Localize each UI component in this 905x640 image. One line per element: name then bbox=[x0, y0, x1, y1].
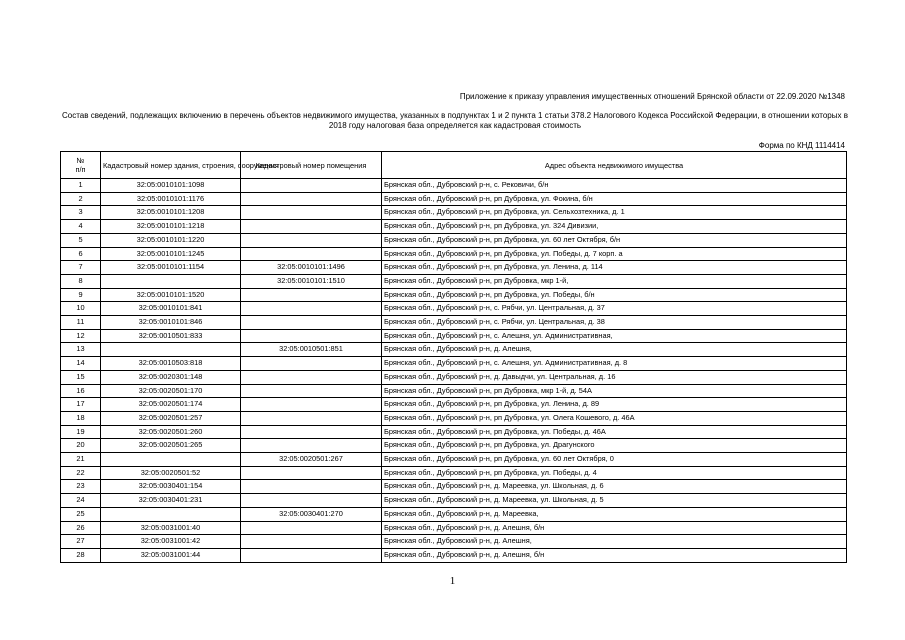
column-header-no bbox=[61, 152, 101, 179]
cell-room-cadastral bbox=[241, 535, 382, 549]
cell-building-cadastral: 32:05:0010101:1098 bbox=[101, 179, 241, 193]
appendix-caption: Приложение к приказу управления имущественных отношений Брянской области от 22.09.2020 №1348 bbox=[459, 92, 845, 101]
table-row bbox=[61, 466, 847, 480]
cell-no: 10 bbox=[61, 302, 101, 316]
cell-no: 22 bbox=[61, 466, 101, 480]
column-header-address: Адрес объекта недвижимого имущества bbox=[382, 152, 847, 179]
cell-address: Брянская обл., Дубровский р-н, д. Мареевка, ул. Школьная, д. 6 bbox=[382, 480, 847, 494]
cell-address: Брянская обл., Дубровский р-н, д. Алешня, б/н bbox=[382, 521, 847, 535]
cell-address: Брянская обл., Дубровский р-н, с. Рековичи, б/н bbox=[382, 179, 847, 193]
cell-room-cadastral: 32:05:0020501:267 bbox=[241, 453, 382, 467]
table-row bbox=[61, 261, 847, 275]
document-title: Состав сведений, подлежащих включению в перечень объектов недвижимого имущества, указанных в подпунктах 1 и 2 пункта 1 статьи 378.2 Налогового Кодекса Российской Федерации, в отношении которых в 2018 году налоговая база определяется как кадастровая стоимость bbox=[62, 111, 848, 130]
cell-address: Брянская обл., Дубровский р-н, с. Рябчи, ул. Центральная, д. 38 bbox=[382, 316, 847, 330]
cell-building-cadastral: 32:05:0020301:148 bbox=[101, 370, 241, 384]
table-row bbox=[61, 343, 847, 357]
cell-building-cadastral: 32:05:0010101:1520 bbox=[101, 288, 241, 302]
cell-no: 14 bbox=[61, 357, 101, 371]
cell-room-cadastral bbox=[241, 316, 382, 330]
cell-building-cadastral: 32:05:0031001:42 bbox=[101, 535, 241, 549]
cell-room-cadastral bbox=[241, 494, 382, 508]
table-header bbox=[61, 152, 847, 179]
cell-room-cadastral: 32:05:0030401:270 bbox=[241, 507, 382, 521]
cell-room-cadastral bbox=[241, 233, 382, 247]
cell-no: 5 bbox=[61, 233, 101, 247]
cell-building-cadastral: 32:05:0010101:1218 bbox=[101, 220, 241, 234]
cell-building-cadastral: 32:05:0030401:231 bbox=[101, 494, 241, 508]
cell-address: Брянская обл., Дубровский р-н, рп Дубровка, ул. Победы, д. 4 bbox=[382, 466, 847, 480]
cell-address: Брянская обл., Дубровский р-н, рп Дубровка, ул. Ленина, д. 89 bbox=[382, 398, 847, 412]
cell-address: Брянская обл., Дубровский р-н, рп Дубровка, ул. Победы, д. 7 корп. а bbox=[382, 247, 847, 261]
cell-address: Брянская обл., Дубровский р-н, рп Дубровка, ул. 60 лет Октября, 0 bbox=[382, 453, 847, 467]
cell-building-cadastral: 32:05:0010101:841 bbox=[101, 302, 241, 316]
cell-building-cadastral: 32:05:0010501:833 bbox=[101, 329, 241, 343]
table-row bbox=[61, 521, 847, 535]
form-code: Форма по КНД 1114414 bbox=[758, 141, 845, 150]
cell-building-cadastral: 32:05:0030401:154 bbox=[101, 480, 241, 494]
column-header-no-num: № bbox=[76, 156, 85, 165]
column-header-room: Кадастровый номер помещения bbox=[241, 152, 382, 179]
cell-no: 8 bbox=[61, 274, 101, 288]
cell-room-cadastral bbox=[241, 439, 382, 453]
table-row bbox=[61, 192, 847, 206]
cell-room-cadastral bbox=[241, 288, 382, 302]
cell-no: 28 bbox=[61, 548, 101, 562]
table-row bbox=[61, 384, 847, 398]
table-row bbox=[61, 247, 847, 261]
table-row bbox=[61, 411, 847, 425]
cell-address: Брянская обл., Дубровский р-н, рп Дубровка, мкр 1-й, д. 54А bbox=[382, 384, 847, 398]
cell-room-cadastral bbox=[241, 220, 382, 234]
cell-room-cadastral bbox=[241, 192, 382, 206]
table-row bbox=[61, 316, 847, 330]
cell-building-cadastral bbox=[101, 274, 241, 288]
cell-building-cadastral: 32:05:0010503:818 bbox=[101, 357, 241, 371]
table-row bbox=[61, 370, 847, 384]
table-row bbox=[61, 480, 847, 494]
cell-room-cadastral bbox=[241, 384, 382, 398]
cell-no: 21 bbox=[61, 453, 101, 467]
table-row bbox=[61, 535, 847, 549]
table-row bbox=[61, 220, 847, 234]
table-row bbox=[61, 453, 847, 467]
column-header-building: Кадастровый номер здания, строения, сооружения bbox=[101, 152, 241, 179]
table-row bbox=[61, 425, 847, 439]
cell-building-cadastral: 32:05:0020501:260 bbox=[101, 425, 241, 439]
table-row bbox=[61, 274, 847, 288]
table-row bbox=[61, 439, 847, 453]
table-row bbox=[61, 288, 847, 302]
column-header-no-pp: п/п bbox=[75, 165, 86, 174]
cell-building-cadastral: 32:05:0010101:846 bbox=[101, 316, 241, 330]
cell-room-cadastral bbox=[241, 329, 382, 343]
cell-building-cadastral: 32:05:0010101:1154 bbox=[101, 261, 241, 275]
cell-room-cadastral: 32:05:0010501:851 bbox=[241, 343, 382, 357]
cell-building-cadastral: 32:05:0020501:170 bbox=[101, 384, 241, 398]
cell-room-cadastral bbox=[241, 302, 382, 316]
cell-building-cadastral: 32:05:0031001:44 bbox=[101, 548, 241, 562]
table-row bbox=[61, 398, 847, 412]
property-table bbox=[60, 151, 847, 563]
cell-building-cadastral: 32:05:0020501:174 bbox=[101, 398, 241, 412]
cell-room-cadastral bbox=[241, 548, 382, 562]
cell-no: 4 bbox=[61, 220, 101, 234]
cell-building-cadastral: 32:05:0020501:257 bbox=[101, 411, 241, 425]
cell-address: Брянская обл., Дубровский р-н, рп Дубровка, ул. Фокина, б/н bbox=[382, 192, 847, 206]
table-row bbox=[61, 206, 847, 220]
table-row bbox=[61, 233, 847, 247]
cell-no: 27 bbox=[61, 535, 101, 549]
cell-address: Брянская обл., Дубровский р-н, рп Дубровка, ул. Олега Кошевого, д. 46А bbox=[382, 411, 847, 425]
cell-no: 11 bbox=[61, 316, 101, 330]
table-row bbox=[61, 494, 847, 508]
cell-room-cadastral bbox=[241, 425, 382, 439]
cell-building-cadastral: 32:05:0010101:1176 bbox=[101, 192, 241, 206]
header-row bbox=[61, 152, 847, 179]
cell-address: Брянская обл., Дубровский р-н, с. Рябчи, ул. Центральная, д. 37 bbox=[382, 302, 847, 316]
cell-room-cadastral bbox=[241, 179, 382, 193]
cell-address: Брянская обл., Дубровский р-н, рп Дубровка, мкр 1-й, bbox=[382, 274, 847, 288]
cell-no: 9 bbox=[61, 288, 101, 302]
cell-no: 20 bbox=[61, 439, 101, 453]
cell-address: Брянская обл., Дубровский р-н, рп Дубровка, ул. Сельхозтехника, д. 1 bbox=[382, 206, 847, 220]
cell-room-cadastral bbox=[241, 247, 382, 261]
table-row bbox=[61, 179, 847, 193]
cell-room-cadastral bbox=[241, 370, 382, 384]
page-number: 1 bbox=[449, 575, 456, 587]
cell-address: Брянская обл., Дубровский р-н, рп Дубровка, ул. Победы, д. 46А bbox=[382, 425, 847, 439]
cell-address: Брянская обл., Дубровский р-н, д. Давыдчи, ул. Центральная, д. 16 bbox=[382, 370, 847, 384]
cell-building-cadastral: 32:05:0020501:52 bbox=[101, 466, 241, 480]
cell-building-cadastral: 32:05:0010101:1208 bbox=[101, 206, 241, 220]
cell-room-cadastral bbox=[241, 521, 382, 535]
cell-building-cadastral: 32:05:0031001:40 bbox=[101, 521, 241, 535]
cell-address: Брянская обл., Дубровский р-н, д. Алешня, б/н bbox=[382, 548, 847, 562]
cell-room-cadastral bbox=[241, 398, 382, 412]
cell-address: Брянская обл., Дубровский р-н, рп Дубровка, ул. 60 лет Октября, б/н bbox=[382, 233, 847, 247]
cell-no: 25 bbox=[61, 507, 101, 521]
cell-room-cadastral bbox=[241, 411, 382, 425]
cell-address: Брянская обл., Дубровский р-н, с. Алешня, ул. Административная, bbox=[382, 329, 847, 343]
table-body bbox=[61, 179, 847, 563]
cell-building-cadastral: 32:05:0020501:265 bbox=[101, 439, 241, 453]
table-row bbox=[61, 548, 847, 562]
cell-no: 17 bbox=[61, 398, 101, 412]
cell-no: 2 bbox=[61, 192, 101, 206]
cell-building-cadastral bbox=[101, 453, 241, 467]
cell-no: 7 bbox=[61, 261, 101, 275]
cell-address: Брянская обл., Дубровский р-н, д. Алешня, bbox=[382, 343, 847, 357]
cell-no: 18 bbox=[61, 411, 101, 425]
cell-no: 23 bbox=[61, 480, 101, 494]
cell-no: 15 bbox=[61, 370, 101, 384]
cell-no: 13 bbox=[61, 343, 101, 357]
cell-address: Брянская обл., Дубровский р-н, д. Алешня, bbox=[382, 535, 847, 549]
cell-room-cadastral bbox=[241, 480, 382, 494]
cell-room-cadastral bbox=[241, 466, 382, 480]
cell-address: Брянская обл., Дубровский р-н, рп Дубровка, ул. 324 Дивизии, bbox=[382, 220, 847, 234]
cell-no: 19 bbox=[61, 425, 101, 439]
table-row bbox=[61, 302, 847, 316]
table-row bbox=[61, 507, 847, 521]
cell-no: 12 bbox=[61, 329, 101, 343]
cell-room-cadastral bbox=[241, 357, 382, 371]
cell-building-cadastral bbox=[101, 343, 241, 357]
cell-building-cadastral: 32:05:0010101:1220 bbox=[101, 233, 241, 247]
cell-no: 3 bbox=[61, 206, 101, 220]
cell-room-cadastral: 32:05:0010101:1496 bbox=[241, 261, 382, 275]
cell-room-cadastral: 32:05:0010101:1510 bbox=[241, 274, 382, 288]
cell-no: 26 bbox=[61, 521, 101, 535]
cell-address: Брянская обл., Дубровский р-н, д. Мареевка, ул. Школьная, д. 5 bbox=[382, 494, 847, 508]
cell-address: Брянская обл., Дубровский р-н, д. Мареевка, bbox=[382, 507, 847, 521]
cell-address: Брянская обл., Дубровский р-н, с. Алешня, ул. Административная, д. 8 bbox=[382, 357, 847, 371]
cell-address: Брянская обл., Дубровский р-н, рп Дубровка, ул. Победы, б/н bbox=[382, 288, 847, 302]
cell-room-cadastral bbox=[241, 206, 382, 220]
cell-building-cadastral: 32:05:0010101:1245 bbox=[101, 247, 241, 261]
table-row bbox=[61, 329, 847, 343]
cell-no: 24 bbox=[61, 494, 101, 508]
cell-address: Брянская обл., Дубровский р-н, рп Дубровка, ул. Драгунского bbox=[382, 439, 847, 453]
cell-building-cadastral bbox=[101, 507, 241, 521]
table-row bbox=[61, 357, 847, 371]
cell-no: 6 bbox=[61, 247, 101, 261]
cell-address: Брянская обл., Дубровский р-н, рп Дубровка, ул. Ленина, д. 114 bbox=[382, 261, 847, 275]
cell-no: 16 bbox=[61, 384, 101, 398]
cell-no: 1 bbox=[61, 179, 101, 193]
